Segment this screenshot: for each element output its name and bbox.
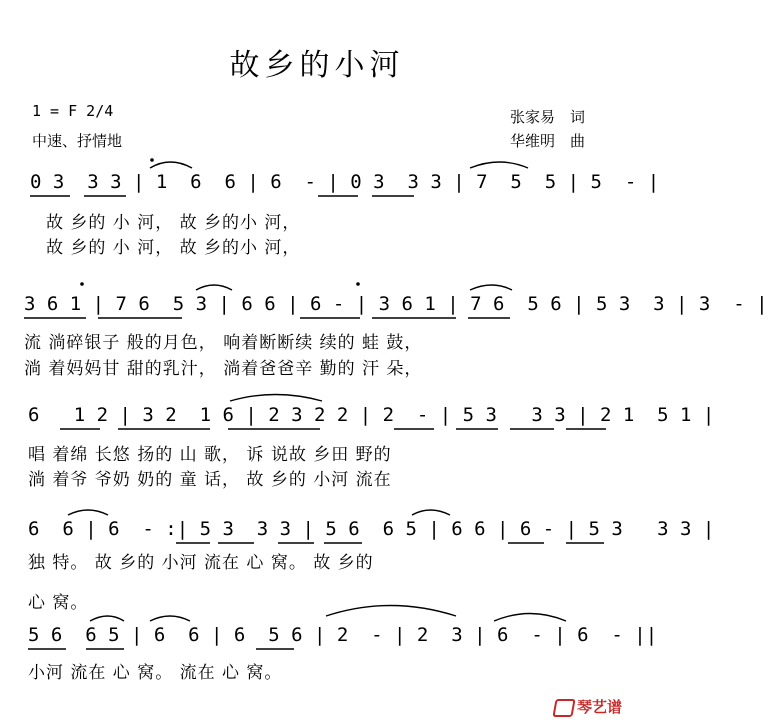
- notation-line-1: 0 3 3 3 | 1 6 6 | 6 - | 0 3 3 3 | 7 5 5 | 5 - |: [30, 171, 660, 193]
- song-title: 故乡的小河: [229, 48, 405, 83]
- site-logo: [554, 696, 622, 717]
- lyric-line-4-verse-2: 心 窝。: [28, 593, 89, 613]
- watermark-text: 琴艺谱: [576, 698, 622, 716]
- lyric-line-2-verse-1: 流 淌碎银子 般的月色， 响着断断续 续的 蛙 鼓，: [24, 333, 423, 353]
- notation-line-2: 3 6 1 | 7 6 5 3 | 6 6 | 6 - | 3 6 1 | 7 6 5 6 | 5 3 3 | 3 - |: [24, 293, 768, 315]
- notation-line-5: 5 6 6 5 | 6 6 | 6 5 6 | 2 - | 2 3 | 6 - | 6 - ||: [28, 624, 658, 646]
- tempo-expression: 中速、抒情地: [32, 132, 123, 150]
- lyric-line-3-verse-2: 淌 着爷 爷奶 奶的 童 话， 故 乡的 小河 流在: [28, 470, 392, 490]
- notation-line-4: 6 6 | 6 - :| 5 3 3 3 | 5 6 6 5 | 6 6 | 6 - | 5 3 3 3 |: [28, 518, 715, 540]
- key-signature: 1 = F 2/4: [32, 102, 114, 120]
- notation-line-3: 6 1 2 | 3 2 1 6 | 2 3 2 2 | 2 - | 5 3 3 3 | 2 1 5 1 |: [28, 404, 715, 426]
- lyric-line-1-verse-2: 故 乡的 小 河， 故 乡的小 河，: [46, 238, 301, 258]
- lyric-line-4-verse-1: 独 特。 故 乡的 小河 流在 心 窝。 故 乡的: [28, 553, 374, 573]
- lyric-line-5-verse-1: 小河 流在 心 窝。 流在 心 窝。: [28, 663, 283, 683]
- lyricist-credit: 张家易 词: [510, 108, 586, 126]
- logo-icon: [552, 699, 575, 717]
- lyric-line-1-verse-1: 故 乡的 小 河， 故 乡的小 河，: [46, 213, 301, 233]
- composer-credit: 华维明 曲: [510, 132, 586, 150]
- lyric-line-2-verse-2: 淌 着妈妈甘 甜的乳汁， 淌着爸爸辛 勤的 汗 朵，: [24, 359, 423, 379]
- lyric-line-3-verse-1: 唱 着绵 长悠 扬的 山 歌， 诉 说故 乡田 野的: [28, 445, 392, 465]
